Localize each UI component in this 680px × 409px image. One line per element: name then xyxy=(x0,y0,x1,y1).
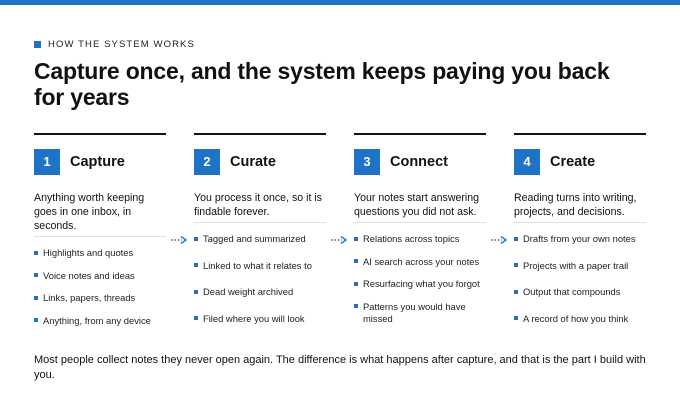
list-item: Patterns you would have missed xyxy=(354,301,482,326)
step-create xyxy=(514,133,646,324)
bullet-icon xyxy=(194,237,198,241)
bullet-icon xyxy=(34,273,38,277)
column-divider xyxy=(514,222,646,223)
bullet-icon xyxy=(514,237,518,241)
step-description: Anything worth keeping goes in one inbox, in seconds. xyxy=(34,191,145,232)
bullet-icon xyxy=(194,290,198,294)
step-bullets xyxy=(194,233,334,325)
step-title: Curate xyxy=(230,153,276,170)
list-item: Highlights and quotes xyxy=(34,247,174,260)
step-bullets xyxy=(354,233,494,326)
list-item: AI search across your notes xyxy=(354,256,494,269)
list-item: Links, papers, threads xyxy=(34,292,174,305)
footer-text: Most people collect notes they never open again. The difference is what happens after capture, and that is the part I build with you. xyxy=(34,354,646,381)
step-connect xyxy=(354,133,486,324)
step-description: Your notes start answering questions you did not ask. xyxy=(354,191,480,218)
dotted-arrow-right-icon xyxy=(490,235,508,245)
bullet-icon xyxy=(354,237,358,241)
step-bullets xyxy=(34,247,174,327)
step-header xyxy=(194,149,326,175)
column-rule xyxy=(194,133,326,135)
bullet-icon xyxy=(194,263,198,267)
step-description: You process it once, so it is findable forever. xyxy=(194,191,322,218)
list-item: Drafts from your own notes xyxy=(514,233,654,246)
step-header xyxy=(514,149,646,175)
bullet-icon xyxy=(194,316,198,320)
list-item: Relations across topics xyxy=(354,233,494,246)
step-number-badge: 1 xyxy=(34,149,60,175)
column-divider xyxy=(34,236,166,237)
step-header xyxy=(354,149,486,175)
list-item: Output that compounds xyxy=(514,286,654,299)
column-divider xyxy=(194,222,326,223)
bullet-icon xyxy=(354,304,358,308)
list-item: Linked to what it relates to xyxy=(194,260,334,273)
top-accent-bar xyxy=(0,0,680,5)
step-bullets xyxy=(514,233,654,325)
step-curate xyxy=(194,133,326,324)
bullet-icon xyxy=(514,316,518,320)
step-number-badge: 4 xyxy=(514,149,540,175)
list-item: Anything, from any device xyxy=(34,315,174,328)
list-item: Resurfacing what you forgot xyxy=(354,278,494,291)
step-number-badge: 2 xyxy=(194,149,220,175)
step-title: Create xyxy=(550,153,596,170)
bullet-icon xyxy=(354,282,358,286)
dotted-arrow-right-icon xyxy=(170,235,188,245)
bullet-icon xyxy=(354,259,358,263)
column-rule xyxy=(354,133,486,135)
bullet-icon xyxy=(34,318,38,322)
column-divider xyxy=(354,222,486,223)
section-eyebrow xyxy=(34,39,195,50)
bullet-icon xyxy=(514,263,518,267)
list-item: Dead weight archived xyxy=(194,286,334,299)
list-item: A record of how you think xyxy=(514,313,654,326)
step-title: Connect xyxy=(390,153,448,170)
step-title: Capture xyxy=(70,153,125,170)
list-item: Projects with a paper trail xyxy=(514,260,654,273)
step-header xyxy=(34,149,166,175)
step-description: Reading turns into writing, projects, and decisions. xyxy=(514,191,637,218)
step-capture xyxy=(34,133,166,326)
step-number-badge: 3 xyxy=(354,149,380,175)
dotted-arrow-right-icon xyxy=(330,235,348,245)
bullet-icon xyxy=(514,290,518,294)
eyebrow-label: HOW THE SYSTEM WORKS xyxy=(48,39,195,50)
bullet-icon xyxy=(34,251,38,255)
bullet-icon xyxy=(34,296,38,300)
column-rule xyxy=(34,133,166,135)
list-item: Filed where you will look xyxy=(194,313,334,326)
list-item: Voice notes and ideas xyxy=(34,270,174,283)
list-item: Tagged and summarized xyxy=(194,233,334,246)
page-title: Capture once, and the system keeps paying you back for years xyxy=(34,58,610,110)
square-bullet-icon xyxy=(34,41,41,48)
column-rule xyxy=(514,133,646,135)
